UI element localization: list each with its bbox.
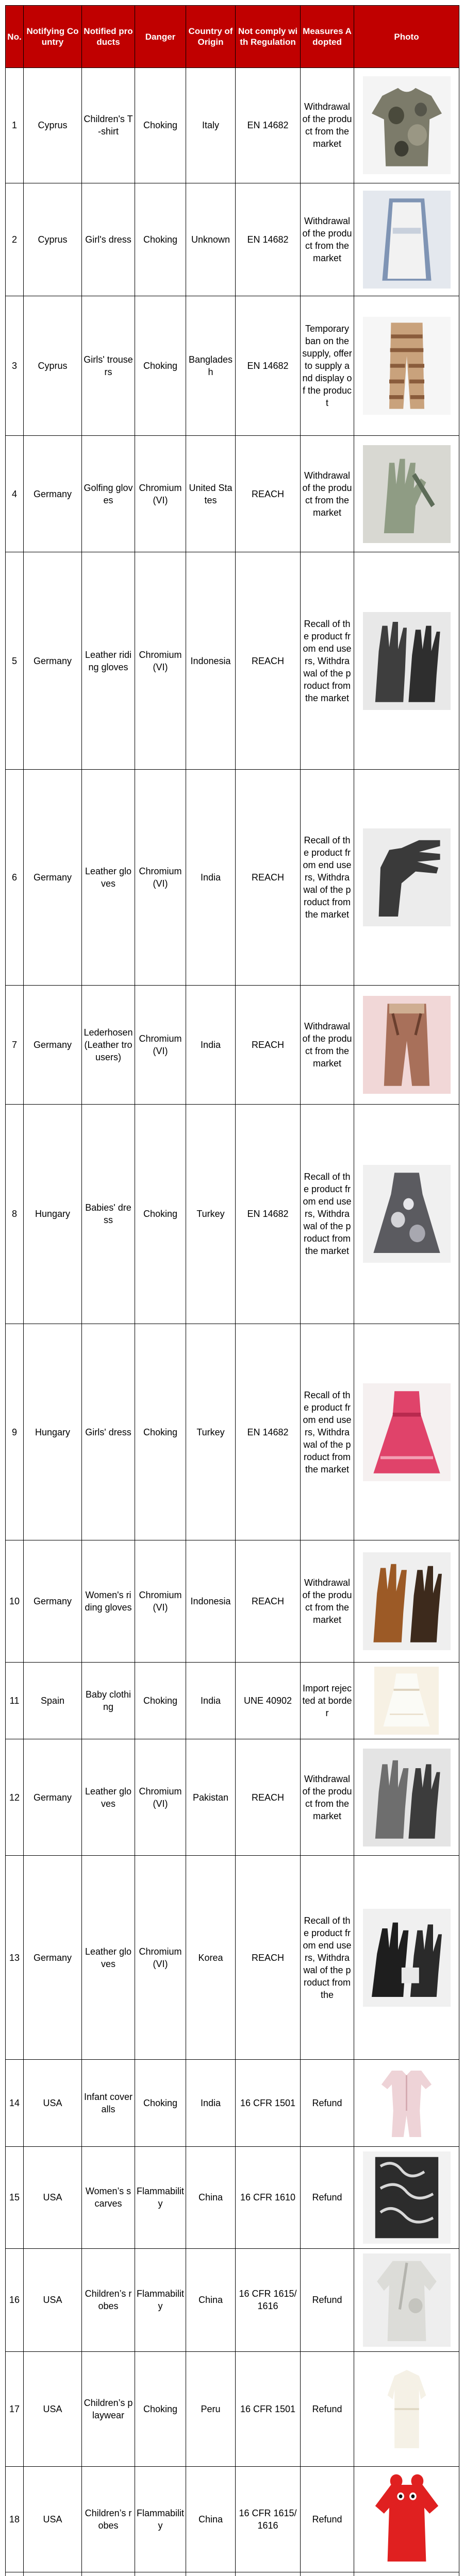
cell-measures: Withdrawal of the product from the market (301, 985, 354, 1104)
cell-origin: Pakistan (186, 1739, 236, 1856)
table-row (6, 552, 459, 770)
cell-no: 18 (6, 2466, 24, 2572)
cell-no: 7 (6, 985, 24, 1104)
cell-product: Leather gloves (82, 1739, 135, 1856)
recall-table (5, 5, 459, 2576)
product-photo (363, 996, 451, 1094)
cell-country: Germany (24, 1540, 82, 1662)
cell-origin: Unknown (186, 183, 236, 296)
cell-product: Leather gloves (82, 1856, 135, 2060)
cell-photo (354, 68, 459, 183)
cell-danger: Choking (135, 1324, 186, 1540)
table-row (6, 2248, 459, 2351)
cell-product: Girl's dress (82, 183, 135, 296)
cell-danger: Choking (135, 1662, 186, 1739)
cell-country: Cyprus (24, 183, 82, 296)
cell-photo (354, 1662, 459, 1739)
cell-origin: India (186, 769, 236, 985)
cell-product: Women’s scarves (82, 2146, 135, 2248)
cell-no: 2 (6, 183, 24, 296)
cell-photo (354, 2146, 459, 2248)
cell-regulation: 16 CFR 1615/1616 (236, 2248, 301, 2351)
cell-regulation: EN 14682 (236, 183, 301, 296)
cell-danger: Chromium (VI) (135, 1739, 186, 1856)
cell-product: Children's T-shirt (82, 68, 135, 183)
cell-country: USA (24, 2351, 82, 2466)
cell-no: 10 (6, 1540, 24, 1662)
cell-product: Children’s robes (82, 2466, 135, 2572)
cell-origin: India (186, 1662, 236, 1739)
table-row (6, 183, 459, 296)
cell-regulation: REACH (236, 552, 301, 770)
product-photo (363, 828, 451, 926)
cell-product: Girls' dress (82, 1324, 135, 1540)
cell-photo (354, 183, 459, 296)
product-photo (363, 317, 451, 415)
cell-no: 15 (6, 2146, 24, 2248)
table-row (6, 1104, 459, 1324)
header-measures: Measures Adopted (301, 6, 354, 68)
cell-country: Spain (24, 1662, 82, 1739)
cell-danger: Chromium (VI) (135, 769, 186, 985)
header-row (6, 6, 459, 68)
cell-photo (354, 985, 459, 1104)
cell-regulation: UNE 40902 (236, 1662, 301, 1739)
cell-photo (354, 2248, 459, 2351)
cell-country: Germany (24, 1739, 82, 1856)
cell-regulation: REACH (236, 985, 301, 1104)
cell-no: 16 (6, 2248, 24, 2351)
cell-measures: Refund (301, 2351, 354, 2466)
product-photo (363, 2253, 451, 2347)
product-photo (363, 1909, 451, 2007)
cell-country: USA (24, 2060, 82, 2146)
product-photo (363, 1165, 451, 1263)
cell-origin: China (186, 2466, 236, 2572)
cell-origin: China (186, 2146, 236, 2248)
cell-origin: Peru (186, 2351, 236, 2466)
cell-regulation (236, 2572, 301, 2576)
cell-measures: Withdrawal of the product from the market (301, 183, 354, 296)
cell-no: 9 (6, 1324, 24, 1540)
cell-origin: Indonesia (186, 1540, 236, 1662)
cell-regulation: EN 14682 (236, 68, 301, 183)
cell-product: Children’s playwear (82, 2351, 135, 2466)
cell-measures: Recall of the product from end users, Withdrawal of the product from the market (301, 1104, 354, 1324)
cell-regulation: 16 CFR 1501 (236, 2060, 301, 2146)
header-origin: Country of Origin (186, 6, 236, 68)
cell-product: Leather gloves (82, 769, 135, 985)
cell-danger: Flammability (135, 2146, 186, 2248)
cell-no: 11 (6, 1662, 24, 1739)
table-row (6, 985, 459, 1104)
cell-no: 14 (6, 2060, 24, 2146)
table-row (6, 1662, 459, 1739)
product-photo (374, 1667, 439, 1735)
header-regulation: Not comply with Regulation (236, 6, 301, 68)
cell-measures: Recall of the product from end users, Withdrawal of the product from the market (301, 552, 354, 770)
product-photo (363, 1749, 451, 1846)
cell-danger: Chromium (VI) (135, 985, 186, 1104)
table-row (6, 2466, 459, 2572)
cell-photo (354, 2060, 459, 2146)
product-photo (370, 2064, 443, 2142)
product-photo (363, 2151, 451, 2244)
cell-country (24, 2572, 82, 2576)
header-product: Notified products (82, 6, 135, 68)
cell-danger: Chromium (VI) (135, 552, 186, 770)
header-no: No. (6, 6, 24, 68)
product-photo (363, 1383, 451, 1481)
cell-danger (135, 2572, 186, 2576)
cell-measures: Refund (301, 2248, 354, 2351)
cell-product: Baby clothing (82, 1662, 135, 1739)
header-photo: Photo (354, 6, 459, 68)
cell-photo (354, 1540, 459, 1662)
cell-photo (354, 2572, 459, 2576)
cell-no: 12 (6, 1739, 24, 1856)
cell-photo (354, 296, 459, 436)
cell-measures (301, 2572, 354, 2576)
cell-product: Golfing gloves (82, 436, 135, 552)
cell-product: Leather riding gloves (82, 552, 135, 770)
cell-measures: Import rejected at border (301, 1662, 354, 1739)
cell-no: 6 (6, 769, 24, 985)
table-row (6, 1856, 459, 2060)
cell-country: Germany (24, 552, 82, 770)
cell-product: Girls' trousers (82, 296, 135, 436)
cell-regulation: EN 14682 (236, 1104, 301, 1324)
table-row (6, 68, 459, 183)
product-photo (363, 1552, 451, 1650)
cell-regulation: 16 CFR 1610 (236, 2146, 301, 2248)
cell-measures: Refund (301, 2466, 354, 2572)
cell-country: Germany (24, 769, 82, 985)
cell-product (82, 2572, 135, 2576)
cell-photo (354, 436, 459, 552)
cell-danger: Choking (135, 296, 186, 436)
cell-measures: Refund (301, 2060, 354, 2146)
cell-regulation: REACH (236, 1739, 301, 1856)
table-row (6, 2060, 459, 2146)
cell-danger: Chromium (VI) (135, 1540, 186, 1662)
cell-danger: Choking (135, 183, 186, 296)
cell-measures: Withdrawal of the product from the market (301, 1540, 354, 1662)
cell-country: USA (24, 2146, 82, 2248)
cell-danger: Choking (135, 2060, 186, 2146)
cell-no: 4 (6, 436, 24, 552)
cell-measures: Temporary ban on the supply, offer to supply and display of the product (301, 296, 354, 436)
cell-regulation: REACH (236, 1856, 301, 2060)
product-photo (363, 612, 451, 710)
cell-country: USA (24, 2466, 82, 2572)
cell-danger: Chromium (VI) (135, 436, 186, 552)
cell-danger: Flammability (135, 2248, 186, 2351)
product-photo (363, 76, 451, 174)
header-country: Notifying Country (24, 6, 82, 68)
cell-photo (354, 769, 459, 985)
cell-photo (354, 2466, 459, 2572)
cell-regulation: REACH (236, 436, 301, 552)
cell-regulation: REACH (236, 769, 301, 985)
cell-origin: Italy (186, 68, 236, 183)
cell-regulation: 16 CFR 1501 (236, 2351, 301, 2466)
cell-photo (354, 552, 459, 770)
cell-origin: India (186, 985, 236, 1104)
cell-country: Cyprus (24, 296, 82, 436)
cell-origin: United States (186, 436, 236, 552)
cell-no: 8 (6, 1104, 24, 1324)
cell-origin: Korea (186, 1856, 236, 2060)
cell-measures: Recall of the product from end users, Withdrawal of the product from the market (301, 1324, 354, 1540)
cell-no: 3 (6, 296, 24, 436)
cell-product: Lederhosen (Leather trousers) (82, 985, 135, 1104)
cell-measures: Recall of the product from end users, Withdrawal of the product from the (301, 1856, 354, 2060)
table-row (6, 2146, 459, 2248)
cell-measures: Withdrawal of the product from the market (301, 436, 354, 552)
cell-measures: Refund (301, 2146, 354, 2248)
cell-danger: Chromium (VI) (135, 1856, 186, 2060)
table-row (6, 2351, 459, 2466)
cell-origin: Turkey (186, 1104, 236, 1324)
cell-danger: Choking (135, 1104, 186, 1324)
cell-no: 17 (6, 2351, 24, 2466)
cell-measures: Withdrawal of the product from the market (301, 1739, 354, 1856)
header-danger: Danger (135, 6, 186, 68)
cell-origin: Bangladesh (186, 296, 236, 436)
cell-regulation: 16 CFR 1615/1616 (236, 2466, 301, 2572)
product-photo (363, 2360, 451, 2458)
table-row (6, 2572, 459, 2576)
cell-measures: Withdrawal of the product from the market (301, 68, 354, 183)
cell-country: Germany (24, 436, 82, 552)
cell-no (6, 2572, 24, 2576)
cell-photo (354, 1104, 459, 1324)
table-row (6, 436, 459, 552)
cell-country: Germany (24, 985, 82, 1104)
cell-photo (354, 2351, 459, 2466)
cell-origin: China (186, 2248, 236, 2351)
cell-danger: Flammability (135, 2466, 186, 2572)
product-photo (363, 2471, 451, 2567)
cell-product: Women's riding gloves (82, 1540, 135, 1662)
cell-photo (354, 1739, 459, 1856)
cell-product: Children’s robes (82, 2248, 135, 2351)
cell-regulation: EN 14682 (236, 296, 301, 436)
product-photo (363, 191, 451, 289)
cell-regulation: EN 14682 (236, 1324, 301, 1540)
cell-country: Germany (24, 1856, 82, 2060)
cell-country: Hungary (24, 1324, 82, 1540)
product-photo (363, 445, 451, 543)
table-row (6, 1540, 459, 1662)
table-row (6, 1324, 459, 1540)
cell-no: 5 (6, 552, 24, 770)
cell-origin: Turkey (186, 1324, 236, 1540)
cell-regulation: REACH (236, 1540, 301, 1662)
table-row (6, 769, 459, 985)
cell-origin: India (186, 2060, 236, 2146)
table-row (6, 1739, 459, 1856)
cell-danger: Choking (135, 68, 186, 183)
cell-country: Cyprus (24, 68, 82, 183)
cell-country: Hungary (24, 1104, 82, 1324)
cell-product: Infant coveralls (82, 2060, 135, 2146)
cell-country: USA (24, 2248, 82, 2351)
cell-danger: Choking (135, 2351, 186, 2466)
cell-measures: Recall of the product from end users, Withdrawal of the product from the market (301, 769, 354, 985)
cell-photo (354, 1324, 459, 1540)
cell-product: Babies' dress (82, 1104, 135, 1324)
cell-no: 1 (6, 68, 24, 183)
cell-no: 13 (6, 1856, 24, 2060)
cell-origin (186, 2572, 236, 2576)
cell-photo (354, 1856, 459, 2060)
cell-origin: Indonesia (186, 552, 236, 770)
table-row (6, 296, 459, 436)
